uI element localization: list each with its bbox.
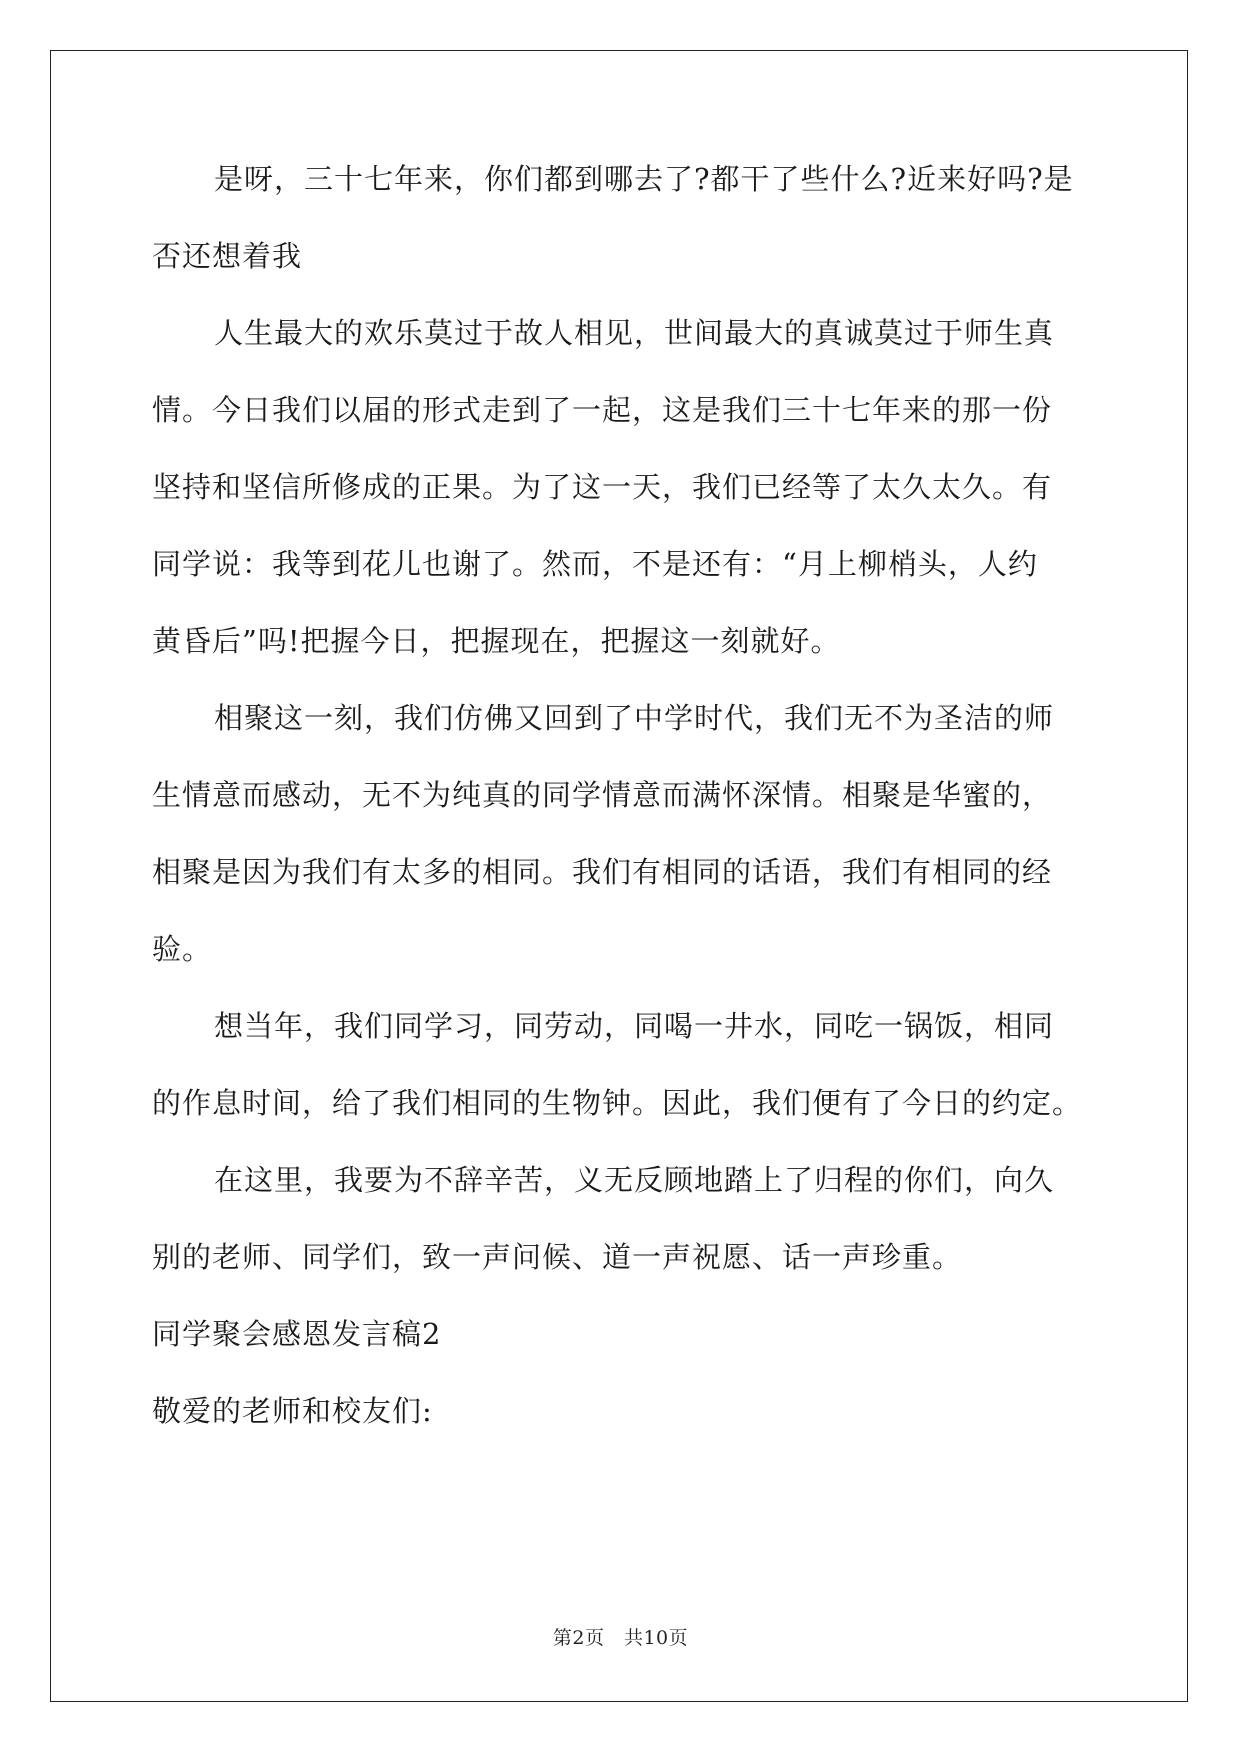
paragraph-line: 否还想着我 bbox=[152, 239, 303, 273]
section-heading: 同学聚会感恩发言稿2 bbox=[152, 1317, 442, 1351]
paragraph-line: 人生最大的欢乐莫过于故人相见，世间最大的真诚莫过于师生真 bbox=[214, 316, 1055, 350]
paragraph-line: 在这里，我要为不辞辛苦，义无反顾地踏上了归程的你们，向久 bbox=[214, 1163, 1055, 1197]
paragraph-line: 别的老师、同学们，致一声问候、道一声祝愿、话一声珍重。 bbox=[152, 1240, 963, 1274]
paragraph-line: 的作息时间，给了我们相同的生物钟。因此，我们便有了今日的约定。 bbox=[152, 1086, 1083, 1120]
paragraph-line: 情。今日我们以届的形式走到了一起，这是我们三十七年来的那一份 bbox=[152, 393, 1053, 427]
document-body bbox=[152, 160, 1087, 1469]
paragraph-line: 黄昏后”吗!把握今日，把握现在，把握这一刻就好。 bbox=[152, 624, 841, 658]
paragraph-line: 相聚这一刻，我们仿佛又回到了中学时代，我们无不为圣洁的师 bbox=[214, 701, 1055, 735]
paragraph-line: 坚持和坚信所修成的正果。为了这一天，我们已经等了太久太久。有 bbox=[152, 470, 1053, 504]
paragraph-line: 是呀，三十七年来，你们都到哪去了?都干了些什么?近来好吗?是 bbox=[214, 162, 1074, 196]
paragraph-line: 相聚是因为我们有太多的相同。我们有相同的话语，我们有相同的经 bbox=[152, 855, 1053, 889]
salutation: 敬爱的老师和校友们: bbox=[152, 1394, 433, 1428]
paragraph-line: 想当年，我们同学习，同劳动，同喝一井水，同吃一锅饭，相同 bbox=[214, 1009, 1055, 1043]
paragraph-line: 同学说：我等到花儿也谢了。然而，不是还有：“月上柳梢头，人约 bbox=[152, 547, 1038, 581]
page-number-footer: 第2页 共10页 bbox=[552, 1627, 689, 1649]
paragraph-line: 生情意而感动，无不为纯真的同学情意而满怀深情。相聚是华蜜的， bbox=[152, 778, 1053, 812]
paragraph-line: 验。 bbox=[152, 932, 213, 966]
